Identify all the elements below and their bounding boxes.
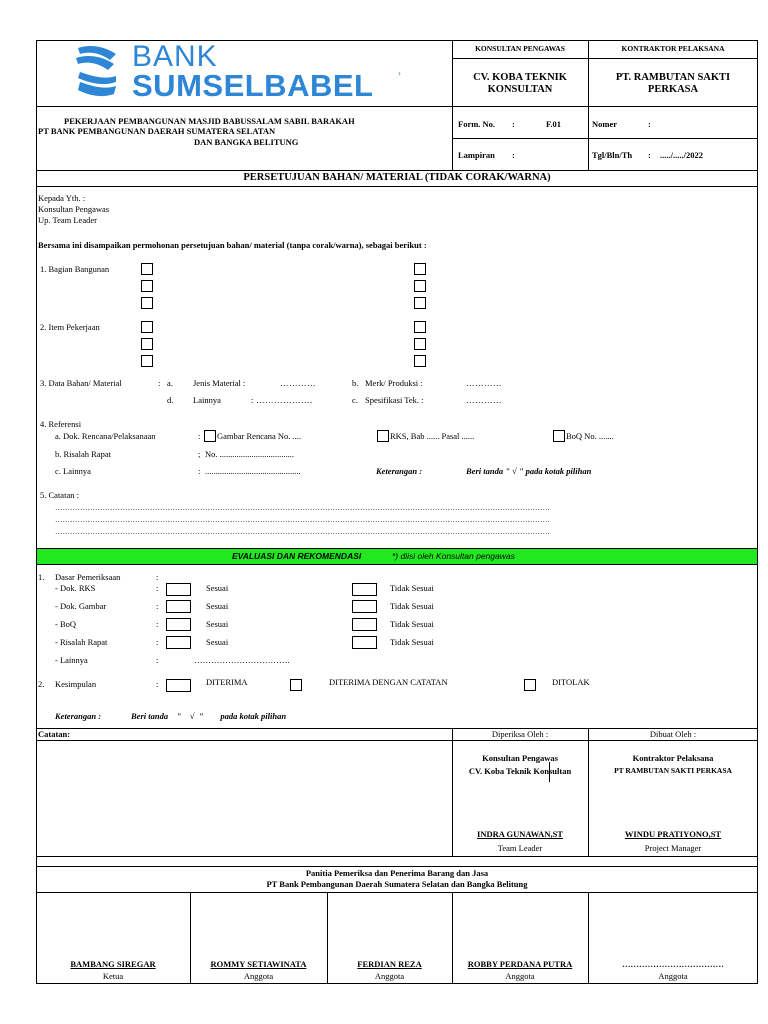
risalah-no-value[interactable]: No. ................................... <box>205 449 295 459</box>
dibuat-oleh-label: Dibuat Oleh : <box>649 729 697 739</box>
panitia-member-3-role: Anggota <box>374 971 405 981</box>
eval-boq-tidak: Tidak Sesuai <box>390 619 434 629</box>
eval-row-boq-colon: : <box>156 619 159 629</box>
eval-row-rks-colon: : <box>156 583 159 593</box>
referensi-c-label: c. Lainnya <box>55 466 91 476</box>
lampiran-label: Lampiran <box>458 150 495 160</box>
form-no-label: Form. No. <box>458 119 496 129</box>
spesifikasi-value[interactable]: ………… <box>466 395 502 405</box>
signoff-catatan-label: Catatan: <box>38 729 71 739</box>
konsultan-company: CV. Koba Teknik Konsultan <box>468 766 572 776</box>
bank-logo <box>70 42 410 104</box>
evaluasi-title: EVALUASI DAN REKOMENDASI <box>232 551 362 561</box>
panitia-member-5-name: ……………………………… <box>622 959 724 969</box>
kontraktor-sign-name: WINDU PRATIYONO,ST <box>624 829 722 839</box>
tgl-value: ...../...../2022 <box>660 150 703 160</box>
jenis-material-label: Jenis Material : <box>193 378 246 388</box>
eval-num2: 2. <box>38 679 45 689</box>
bank-logo-mark-icon <box>70 42 126 104</box>
eval-num1: 1. <box>38 572 45 582</box>
eval-risalah-sesuai-checkbox[interactable] <box>166 636 191 649</box>
eval-rks-tidak-checkbox[interactable] <box>352 583 377 596</box>
referensi-b-colon: ; <box>198 449 201 459</box>
panitia-member-2-role: Anggota <box>243 971 274 981</box>
referensi-keterangan-label: Keterangan : <box>376 466 423 476</box>
panitia-member-2-name: ROMMY SETIAWINATA <box>210 959 307 969</box>
referensi-c-value[interactable]: ............................................. <box>205 466 301 476</box>
project-line3: DAN BANGKA BELITUNG <box>194 137 299 147</box>
boq-checkbox[interactable] <box>553 430 565 442</box>
form-no-colon: : <box>512 119 515 129</box>
item-checkbox-1[interactable] <box>141 321 153 333</box>
referensi-keterangan-text: Beri tanda " √ " pada kotak pilihan <box>466 466 592 476</box>
bagian-bangunan-label: 1. Bagian Bangunan <box>40 264 110 274</box>
kontraktor-pelaksana-label: KONTRAKTOR PELAKSANA <box>621 44 725 53</box>
eval-lainnya-label: - Lainnya <box>55 655 88 665</box>
referensi-a-label: a. Dok. Rencana/Pelaksanaan <box>55 431 156 441</box>
panitia-member-4-name: ROBBY PERDANA PUTRA <box>467 959 573 969</box>
item-c: c. <box>352 395 358 405</box>
eval-row-risalah-colon: : <box>156 637 159 647</box>
diterima-catatan-label: DITERIMA DENGAN CATATAN <box>329 677 448 687</box>
gambar-checkbox[interactable] <box>204 430 216 442</box>
merk-produksi-value[interactable]: ………… <box>466 378 502 388</box>
nomer-colon: : <box>648 119 651 129</box>
konsultan-name-line2: KONSULTAN <box>487 84 553 95</box>
referensi-c-colon: : <box>198 466 201 476</box>
item-checkbox-5[interactable] <box>414 338 426 350</box>
kesimpulan-label: Kesimpulan <box>55 679 97 689</box>
catatan-line-3[interactable]: ……………………………………………………………………………………………………………………………………………………………………………… <box>55 527 550 536</box>
lampiran-colon: : <box>512 150 515 160</box>
eval-gambar-sesuai-checkbox[interactable] <box>166 600 191 613</box>
item-b: b. <box>352 378 359 388</box>
lainnya-label: Lainnya <box>193 395 221 405</box>
konsultan-sign-name: INDRA GUNAWAN,ST <box>477 829 563 839</box>
panitia-line2: PT Bank Pembangunan Daerah Sumatera Selatan dan Bangka Belitung <box>266 879 528 889</box>
konsultan-pengawas-label: KONSULTAN PENGAWAS <box>475 44 565 53</box>
nomer-label: Nomer <box>592 119 618 129</box>
catatan-line-2[interactable]: ……………………………………………………………………………………………………………………………………………………………………………… <box>55 515 550 524</box>
konsultan-name-line1: CV. KOBA TEKNIK <box>473 72 567 83</box>
lainnya-colon: : <box>251 395 254 405</box>
item-pekerjaan-label: 2. Item Pekerjaan <box>40 322 100 332</box>
panitia-member-1-name: BAMBANG SIREGAR <box>70 959 156 969</box>
panitia-member-3-name: FERDIAN REZA <box>357 959 422 969</box>
form-title: PERSETUJUAN BAHAN/ MATERIAL (TIDAK CORAK/WARNA) <box>243 172 551 183</box>
jenis-material-value[interactable]: ………… <box>280 378 316 388</box>
bagian-checkbox-4[interactable] <box>414 263 426 275</box>
dasar-pemeriksaan-label: Dasar Pemeriksaan <box>55 572 121 582</box>
eval-gambar-sesuai: Sesuai <box>206 601 229 611</box>
diperiksa-oleh-label: Diperiksa Oleh : <box>491 729 549 739</box>
eval-rks-tidak: Tidak Sesuai <box>390 583 434 593</box>
merk-produksi-label: Merk/ Produksi : <box>365 378 423 388</box>
bagian-checkbox-1[interactable] <box>141 263 153 275</box>
addressee-line3: Up. Team Leader <box>38 215 97 225</box>
diterima-label: DITERIMA <box>206 677 248 687</box>
eval-boq-sesuai: Sesuai <box>206 619 229 629</box>
eval-boq-tidak-checkbox[interactable] <box>352 618 377 631</box>
rks-label: RKS, Bab ...... Pasal ...... <box>390 431 475 441</box>
item-checkbox-2[interactable] <box>141 338 153 350</box>
konsultan-sign-role: Team Leader <box>497 843 543 853</box>
spesifikasi-label: Spesifikasi Tek. : <box>365 395 424 405</box>
intro-text: Bersama ini disampaikan permohonan persetujuan bahan/ material (tanpa corak/warna), sebagai berikut : <box>38 240 427 250</box>
bagian-checkbox-5[interactable] <box>414 280 426 292</box>
kontraktor-company: PT RAMBUTAN SAKTI PERKASA <box>614 766 732 775</box>
catatan-line-1[interactable]: ……………………………………………………………………………………………………………………………………………………………………………… <box>55 503 550 512</box>
tgl-label: Tgl/Bln/Th <box>592 150 633 160</box>
referensi-b-label: b. Risalah Rapat <box>55 449 111 459</box>
eval-risalah-tidak: Tidak Sesuai <box>390 637 434 647</box>
item-checkbox-4[interactable] <box>414 321 426 333</box>
panitia-member-1-role: Ketua <box>102 971 124 981</box>
addressee-line1: Kepada Yth. : <box>38 193 86 203</box>
eval-lainnya-colon: : <box>156 655 159 665</box>
ditolak-label: DITOLAK <box>552 677 590 687</box>
ditolak-checkbox[interactable] <box>524 679 536 691</box>
eval-risalah-tidak-checkbox[interactable] <box>352 636 377 649</box>
eval-boq-sesuai-checkbox[interactable] <box>166 618 191 631</box>
eval-rks-sesuai: Sesuai <box>206 583 229 593</box>
eval-rks-sesuai-checkbox[interactable] <box>166 583 191 596</box>
dasar-colon: : <box>156 572 159 582</box>
rks-checkbox[interactable] <box>377 430 389 442</box>
diterima-catatan-checkbox[interactable] <box>290 679 302 691</box>
catatan-title: 5. Catatan : <box>40 490 79 500</box>
eval-row-gambar-colon: : <box>156 601 159 611</box>
eval-lainnya-value[interactable]: ……………………………. <box>194 655 290 665</box>
project-line1: PEKERJAAN PEMBANGUNAN MASJID BABUSSALAM SABIL BARAKAH <box>64 116 355 126</box>
eval-row-risalah-label: - Risalah Rapat <box>55 637 108 647</box>
boq-label: BoQ No. ....... <box>566 431 614 441</box>
eval-row-boq-label: - BoQ <box>55 619 77 629</box>
logo-text-sumselbabel: SUMSELBABEL <box>132 68 374 103</box>
data-bahan-label: 3. Data Bahan/ Material <box>40 378 122 388</box>
kontraktor-sign-role: Project Manager <box>644 843 702 853</box>
eval-gambar-tidak-checkbox[interactable] <box>352 600 377 613</box>
kontraktor-name-line1: PT. RAMBUTAN SAKTI <box>615 72 731 83</box>
item-d: d. <box>167 395 174 405</box>
panitia-member-5-role: Anggota <box>658 971 688 981</box>
evaluasi-note: *) diisi oleh Konsultan pengawas <box>392 551 515 561</box>
lainnya-value[interactable]: ………………. <box>256 395 313 405</box>
item-a: a. <box>167 378 173 388</box>
eval-row-gambar-label: - Dok. Gambar <box>55 601 107 611</box>
data-bahan-colon: : <box>158 378 161 388</box>
kontraktor-title: Kontraktor Pelaksana <box>632 753 714 763</box>
tgl-colon: : <box>648 150 651 160</box>
logo-chevron-icon: › <box>398 68 401 78</box>
project-line2: PT BANK PEMBANGUNAN DAERAH SUMATERA SELATAN <box>38 126 276 136</box>
item-checkbox-6[interactable] <box>414 355 426 367</box>
eval-keterangan-label: Keterangan : <box>55 711 102 721</box>
bagian-checkbox-6[interactable] <box>414 297 426 309</box>
kontraktor-name-line2: PERKASA <box>647 84 699 95</box>
panitia-member-4-role: Anggota <box>505 971 535 981</box>
referensi-a-colon: : <box>198 431 201 441</box>
eval-keterangan-text: Beri tanda " √ " pada kotak pilihan <box>131 711 287 721</box>
item-checkbox-3[interactable] <box>141 355 153 367</box>
addressee-line2: Konsultan Pengawas <box>38 204 110 214</box>
kesimpulan-colon: : <box>156 679 159 689</box>
logo-text-bank: BANK <box>132 40 218 73</box>
panitia-line1: Panitia Pemeriksa dan Penerima Barang dan Jasa <box>305 868 489 878</box>
bagian-checkbox-2[interactable] <box>141 280 153 292</box>
form-no-value: F.01 <box>546 119 562 129</box>
signature-mark <box>549 762 550 782</box>
eval-gambar-tidak: Tidak Sesuai <box>390 601 434 611</box>
diterima-checkbox[interactable] <box>166 679 191 692</box>
gambar-rencana-label: Gambar Rencana No. .... <box>217 431 302 441</box>
bagian-checkbox-3[interactable] <box>141 297 153 309</box>
referensi-title: 4. Referensi <box>40 419 82 429</box>
eval-risalah-sesuai: Sesuai <box>206 637 229 647</box>
konsultan-title: Konsultan Pengawas <box>482 753 558 763</box>
eval-row-rks-label: - Dok. RKS <box>55 583 96 593</box>
